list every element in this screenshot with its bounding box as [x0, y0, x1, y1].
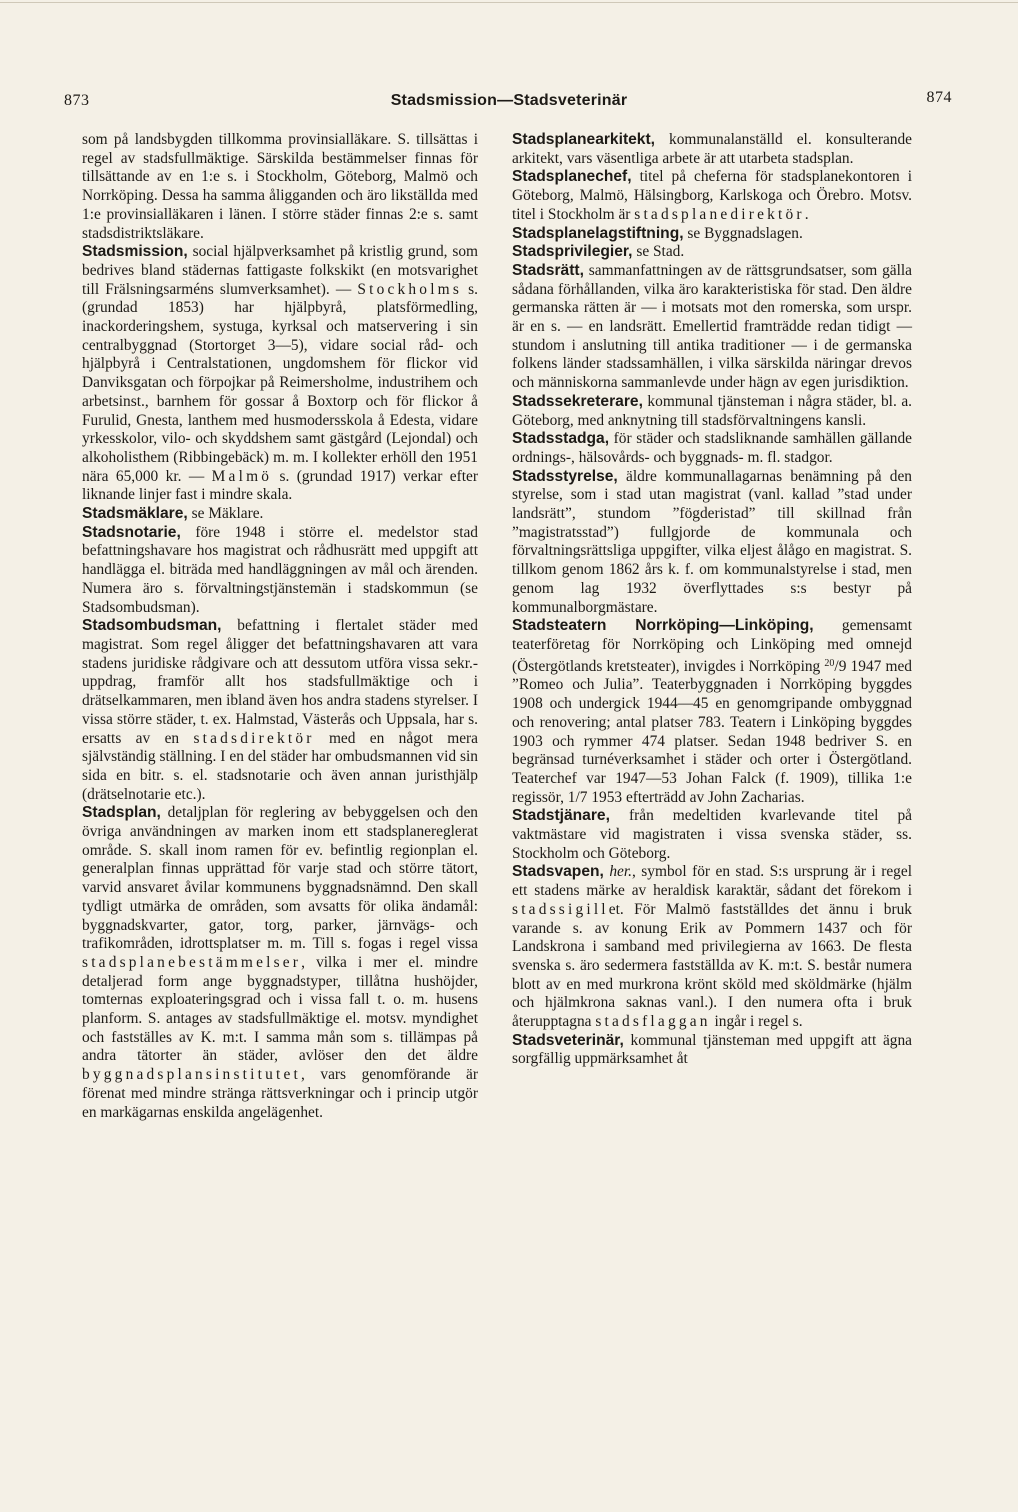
- date-month: /9: [834, 657, 847, 675]
- entry-stadsmaklare: [82, 505, 478, 524]
- spaced-term: byggnadsplansinstitutet: [82, 1066, 301, 1084]
- entry-text: s. (grundad 1853) har hjälpbyrå, platsförmedling, inackorderingshem, systuga, kyrksal och matservering i sin centralbyggnad (Stortorget 3—5), vidare social råd- och hjälpbyrå i Centralstationen, ungdomshem för flickor vid Danviksgatan och förpojkar på Reimersholme, industrihem och arbetsinst., barnhem för gossar å Boxtorp och för flickor å Furulid, Gnesta, lanthem med husmodersskola å Edesta, vidare yrkesskolor, vilo- och skyddshem samt gästgård (Lejondal) och alkoholisthem (Ribbingebäck) m. m. I kollekter erhöll den 1951 nära 65,000 kr. —: [82, 280, 478, 485]
- entry-text: se Byggnadslagen.: [683, 224, 803, 242]
- left-column: [82, 131, 478, 1122]
- spaced-term: stadsdirektör: [193, 729, 315, 747]
- entry-stadsombudsman: [82, 617, 478, 804]
- entry-stadssekreterare: [512, 393, 912, 430]
- entry-text: , symbol för en stad. S:s ursprung är i regel ett stadens märke av heraldisk karaktär, sådant det förekom i: [512, 863, 912, 900]
- entry-stadsstyrelse: [512, 468, 912, 618]
- spaced-term: stadsplanedirektör: [634, 205, 805, 223]
- right-column: [512, 131, 912, 1069]
- entry-stadsveterinar: [512, 1032, 912, 1069]
- headword: Stadsplanechef,: [512, 168, 632, 186]
- entry-stadsratt: [512, 262, 912, 393]
- spaced-term: Stockholms: [357, 280, 463, 298]
- headword: Stadsvapen,: [512, 863, 604, 881]
- running-header: [62, 89, 956, 116]
- entry-text: , vilka i mer el. mindre detaljerad form ange byggnadstyper, tillåtna hushöjder, tomternas exploateringsgrad och i vissa fall t. o. m. husens planform. S. antages av stadsfullmäktige el. motsv. myndighet och fastställes av K. m:t. I samma mån som s. tillämpas på andra tätorter än städer, avlöser den det äldre: [82, 953, 478, 1065]
- headword: Stadsombudsman,: [82, 617, 222, 635]
- headword: Stadsstadga,: [512, 430, 610, 448]
- entry-stadstjanare: [512, 807, 912, 863]
- entry-stadsstadga: [512, 430, 912, 467]
- entry-stadsplanechef: [512, 168, 912, 224]
- entry-text: s. (grundad 1917) verkar efter liknande linjer fast i mindre skala.: [82, 467, 478, 504]
- spaced-term: stadsflaggan: [595, 1013, 711, 1031]
- entry-text: före 1948 i större el. medelstor stad befattningshavare hos magistrat och rådhusrätt med uppgift att handlägga el. biträda med handläggningen av mål och ärenden. Numera äro s. förvaltningstjänstemän i stadskommun (se Stadsombudsman).: [82, 523, 478, 616]
- headword: Stadsnotarie,: [82, 523, 181, 541]
- scan-edge-line: [0, 2, 1018, 3]
- entry-stadsplan: [82, 804, 478, 1122]
- entry-stadsmission: [82, 243, 478, 505]
- headword: Stadsmäklare,: [82, 505, 188, 523]
- entry-text: social hjälpverksamhet på kristlig grund, som bedrives bland städernas fattigaste folkskikt (en motsvarighet till Frälsningsarméns slumverksamhet). —: [82, 243, 478, 298]
- entry-text: ingår i regel s.: [710, 1013, 803, 1031]
- headword: Stadsstyrelse,: [512, 467, 618, 485]
- entry-text: , vars genomförande är förenat med mindre stränga rättsverkningar och i princip utgör en markägarnas enskilda angelägenhet.: [82, 1066, 478, 1121]
- headword: Stadsprivilegier,: [512, 243, 633, 261]
- entry-text: äldre kommunallagarnas benämning på den styrelse, som i stad utan magistrat (vanl. kallad ”stad under landsrätt”, stundom ”fögderistad” till skillnad från ”magistratsstad”) fullgjorde de kommunala och förvaltningsrättsliga uppgifter, vilka eljest ålågo en magistrat. S. tillkom genom 1862 års k. f. om kommunalstyrelse i stad, men genom lag 1932 överflyttades s:s bestyr på kommunalborgmästare.: [512, 467, 912, 616]
- entry-text: kommunalanställd el. konsulterande arkitekt, vars väsentliga arbete är att utarbeta stadsplan.: [512, 131, 912, 167]
- entry-stadsvapen: [512, 863, 912, 1031]
- entry-text: från medeltiden kvarlevande titel på vaktmästare vid magistraten i vissa svenska städer, ss. Stockholm och Göteborg.: [512, 807, 912, 862]
- headword: Stadstjänare,: [512, 807, 610, 825]
- entry-text: kommunal tjänsteman med uppgift att ägna sorgfällig uppmärksamhet åt: [512, 1031, 912, 1068]
- entry-text: kommunal tjänsteman i några städer, bl. a. Göteborg, med anknytning till stadsförvaltningens kansli.: [512, 392, 912, 429]
- spaced-term: Malmö: [211, 467, 273, 485]
- italic-abbrev: her.: [603, 863, 632, 881]
- headword: Stadssekreterare,: [512, 392, 643, 410]
- entry-stadsteatern: [512, 617, 912, 807]
- entry-text: 1947 med ”Romeo och Julia”. Teaterbyggnaden i Norrköping byggdes 1908 och undergick 1944—45 en genomgripande ombyggnad och renovering; antal platser 783. Teatern i Linköping byggdes 1903 och rymmer 474 platser. Sedan 1948 bedriver S. en begränsad turnéverksamhet i städer och orter i Östergötland. Teaterchef var 1947—53 Johan Falck (f. 1909), tillika 1:e regissör, 1/7 1953 efterträdd av John Zacharias.: [512, 657, 912, 806]
- entry-text: et. För Malmö fastställdes det ännu i bruk varande s. av konung Erik av Pommern 1437 och för Landskrona i samband med privilegierna av 1663. De flesta svenska s. äro sedermera fastställda av K. m:t. S. består numera blott av en med murkrona krönt sköld med sköldmärke (hjälm och hjälmkrona saknas vanl.). I den numera ofta i bruk återupptagna: [512, 900, 912, 1031]
- entry-text: sammanfattningen av de rättsgrundsatser, som gälla sådana förhållanden, vilka äro karakteristiska för stad. Den äldre germanska rätten är — i motsats mot den romerska, som urspr. är en s. — en landsrätt. Emellertid framträdde redan tidigt — stundom i anslutning till antika traditioner — i de germanska folkens länder stadssamhällen, i vilka särskilda näringar drevos och människorna sammanlevde under hägn av egen jurisdiktion.: [512, 261, 912, 392]
- page-number-left: 873: [64, 92, 90, 109]
- headword: Stadsmission,: [82, 243, 188, 261]
- entry-stadsplanelagstiftning: [512, 225, 912, 244]
- headword: Stadsplanearkitekt,: [512, 131, 656, 148]
- entry-text: befattning i flertalet städer med magistrat. Som regel åligger det befattningshavaren att vara stadens juridiske rådgivare och att dessutom utföra vissa sekr.-uppdrag, framför allt hos stadsfullmäktige och i drätselkammaren, men ibland även hos andra stadens styrelser. I vissa större städer, t. ex. Halmstad, Västerås och Uppsala, har s. ersatts av en: [82, 617, 478, 747]
- entry-text: se Mäklare.: [187, 505, 264, 523]
- entry-text: se Stad.: [632, 243, 685, 261]
- continuation-paragraph: som på landsbygden tillkomma provinsialläkare. S. tillsättas i regel av stadsfullmäktige. Särskilda bestämmelser finnas för tillsättande av en 1:e s. i Stockholm, Göteborg, Malmö och Norrköping. Dessa ha samma åligganden och äro likställda med 1:e provinsialläkaren i länen. I större städer finnas 2:e s. samt stadsdistriktsläkare.: [82, 131, 478, 242]
- page-number-right: 874: [926, 89, 952, 106]
- entry-stadsprivilegier: [512, 243, 912, 262]
- running-title: Stadsmission—Stadsveterinär: [390, 92, 628, 109]
- entry-stadsnotarie: [82, 524, 478, 618]
- entry-text: gemensamt teaterföretag för Norrköping och Linköping med omnejd (Östergötlands kretsteater), invigdes i Norrköping: [512, 617, 912, 675]
- entry-stadsplanearkitekt: [512, 131, 912, 168]
- entry-text: .: [804, 205, 809, 223]
- date-superscript: 20: [824, 657, 835, 669]
- spaced-term: stadsplanebestämmelser: [82, 953, 302, 971]
- headword: Stadsrätt,: [512, 261, 584, 279]
- headword: Stadsveterinär,: [512, 1031, 624, 1049]
- entry-text: detaljplan för reglering av bebyggelsen och den övriga användningen av marken inom ett stadsplanereglerat område. S. skall inom ramen för ev. befintlig regionplan el. generalplan finnas upprättad för varje stad och större tätort, varvid ansvaret åvilar kommunens byggnadsnämnd. Den skall tydligt utmärka de områden, som avsatts för olika ändamål: byggnadskvarter, gator, torg, parker, järnvägs- och trafikområden, idrottsplatser m. m. Till s. fogas i regel vissa: [82, 804, 478, 953]
- entry-text: för städer och stadsliknande samhällen gällande ordnings-, hälsovårds- och byggnads- m. fl. stadgor.: [512, 430, 912, 466]
- entry-text: med en något mera självständig ställning. I en del städer har ombudsmannen vid sin sida en bitr. s. el. stadsnotarie och även annan juristhjälp (drätselnotarie etc.).: [82, 729, 478, 803]
- headword: Stadsplanelagstiftning,: [512, 224, 684, 242]
- spaced-term: stadssigill: [512, 900, 609, 918]
- headword: Stadsteatern Norrköping—Linköping,: [512, 617, 814, 635]
- entry-text: titel på cheferna för stadsplanekontoren i Göteborg, Malmö, Hälsingborg, Karlskoga och Örebro. Motsv. titel i Stockholm är: [512, 168, 912, 223]
- headword: Stadsplan,: [82, 804, 161, 822]
